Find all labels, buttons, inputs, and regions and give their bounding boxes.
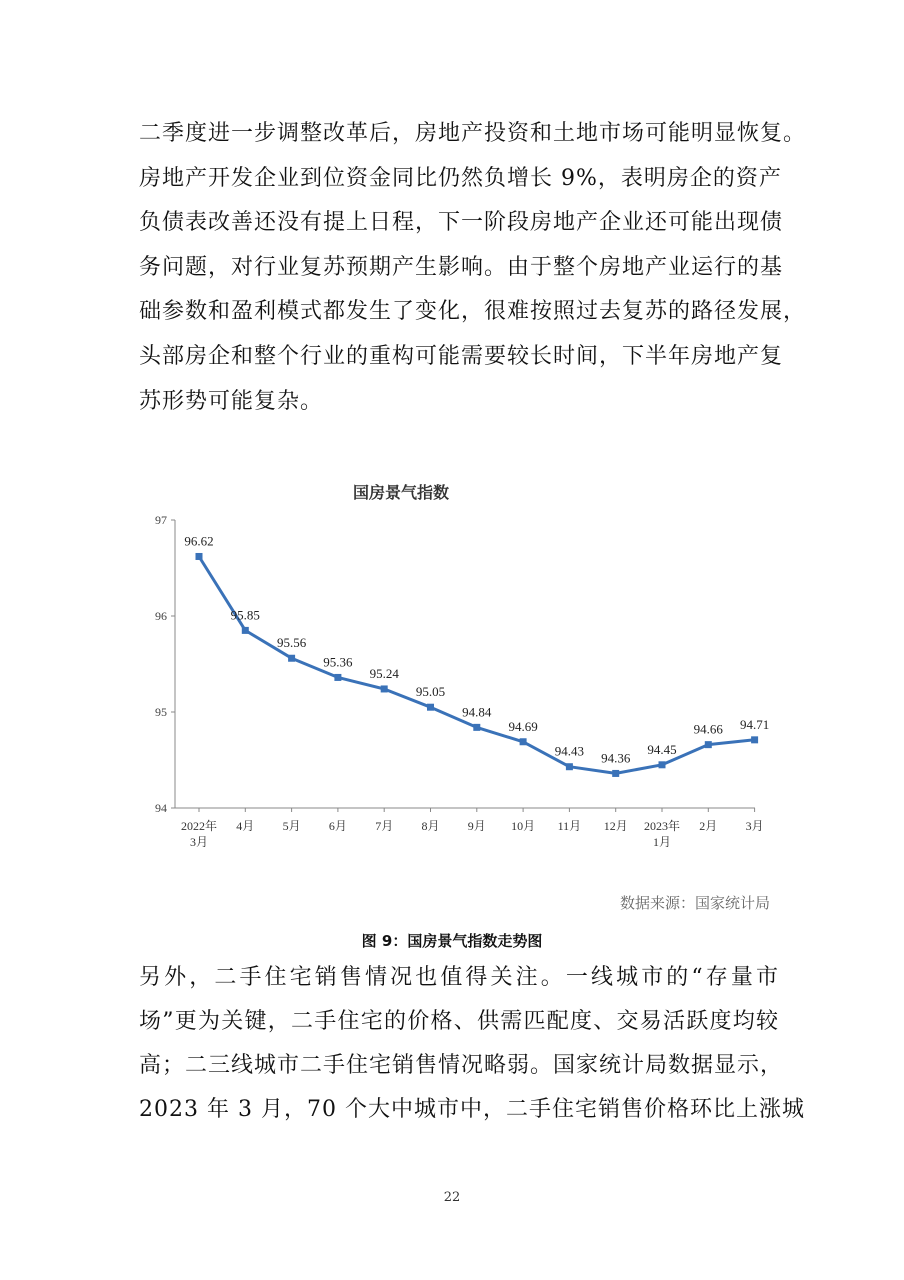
data-point bbox=[473, 724, 480, 731]
x-tick-label: 3月 bbox=[745, 819, 764, 833]
x-tick-label: 10月 bbox=[511, 819, 536, 833]
data-point bbox=[334, 674, 341, 681]
text-line: 负债表改善还没有提上日程，下一阶段房地产企业还可能出现债 bbox=[139, 210, 784, 236]
data-point bbox=[705, 741, 712, 748]
data-label: 94.43 bbox=[554, 743, 585, 759]
data-label: 94.84 bbox=[462, 704, 492, 720]
body-paragraph-top bbox=[139, 112, 807, 424]
data-label: 95.85 bbox=[230, 607, 260, 623]
line-chart bbox=[139, 470, 779, 920]
x-tick-label: 12月 bbox=[603, 819, 628, 833]
text-line: 场”更为关键，二手住宅的价格、供需匹配度、交易活跃度均较 bbox=[139, 1009, 779, 1034]
body-paragraph-bottom bbox=[139, 956, 805, 1132]
data-label: 94.71 bbox=[739, 716, 770, 732]
data-label: 95.05 bbox=[415, 684, 446, 700]
data-point bbox=[659, 761, 666, 768]
text-line: 二季度进一步调整改革后，房地产投资和土地市场可能明显恢复。 bbox=[139, 121, 807, 146]
data-point bbox=[242, 627, 249, 634]
text-line: 房地产开发企业到位资金同比仍然负增长 9%，表明房企的资产 bbox=[139, 165, 782, 191]
x-tick-label: 8月 bbox=[421, 819, 440, 833]
data-point bbox=[566, 763, 573, 770]
x-tick-label: 3月 bbox=[189, 835, 209, 849]
data-label: 96.62 bbox=[184, 533, 214, 549]
x-tick-label: 7月 bbox=[375, 819, 394, 833]
data-label: 95.36 bbox=[323, 654, 353, 670]
x-tick-label: 4月 bbox=[236, 819, 255, 833]
data-label: 94.69 bbox=[508, 718, 538, 734]
y-tick-label: 94 bbox=[155, 801, 167, 815]
x-tick-label: 5月 bbox=[282, 819, 301, 833]
figure-caption: 图 9：国房景气指数走势图 bbox=[361, 932, 543, 950]
data-label: 95.24 bbox=[369, 665, 399, 681]
data-point bbox=[381, 685, 388, 692]
x-tick-label: 1月 bbox=[652, 835, 672, 849]
text-line: 高；二三线城市二手住宅销售情况略弱。国家统计局数据显示， bbox=[139, 1053, 784, 1078]
chart-figure bbox=[139, 470, 779, 920]
chart-title: 国房景气指数 bbox=[352, 483, 450, 502]
y-tick-label: 96 bbox=[155, 609, 167, 623]
x-tick-label: 6月 bbox=[328, 819, 347, 833]
x-tick-label: 2月 bbox=[699, 819, 718, 833]
chart-source-note: 数据来源：国家统计局 bbox=[619, 894, 770, 912]
text-line: 2023 年 3 月，70 个大中城市中，二手住宅销售价格环比上涨城 bbox=[139, 1097, 805, 1122]
data-point bbox=[196, 553, 203, 560]
text-line: 务问题，对行业复苏预期产生影响。由于整个房地产业运行的基 bbox=[139, 254, 784, 280]
data-point bbox=[751, 736, 758, 743]
x-tick-label: 2023年 bbox=[643, 819, 681, 833]
data-point bbox=[288, 655, 295, 662]
y-tick-label: 95 bbox=[155, 705, 167, 719]
y-tick-label: 97 bbox=[155, 513, 167, 527]
data-label: 94.45 bbox=[647, 741, 677, 757]
x-tick-label: 9月 bbox=[467, 819, 486, 833]
text-line: 另外，二手住宅销售情况也值得关注。一线城市的“存量市 bbox=[139, 965, 779, 990]
data-point bbox=[427, 704, 434, 711]
text-line: 苏形势可能复杂。 bbox=[139, 388, 324, 414]
text-line: 础参数和盈利模式都发生了变化，很难按照过去复苏的路径发展， bbox=[139, 299, 807, 325]
x-tick-label: 11月 bbox=[557, 819, 582, 833]
page-number: 22 bbox=[443, 1190, 461, 1205]
data-label: 94.36 bbox=[601, 750, 631, 766]
x-tick-label: 2022年 bbox=[180, 819, 218, 833]
data-point bbox=[612, 770, 619, 777]
data-point bbox=[520, 738, 527, 745]
text-line: 头部房企和整个行业的重构可能需要较长时间，下半年房地产复 bbox=[139, 343, 784, 369]
data-label: 95.56 bbox=[276, 635, 307, 651]
data-label: 94.66 bbox=[693, 721, 723, 737]
